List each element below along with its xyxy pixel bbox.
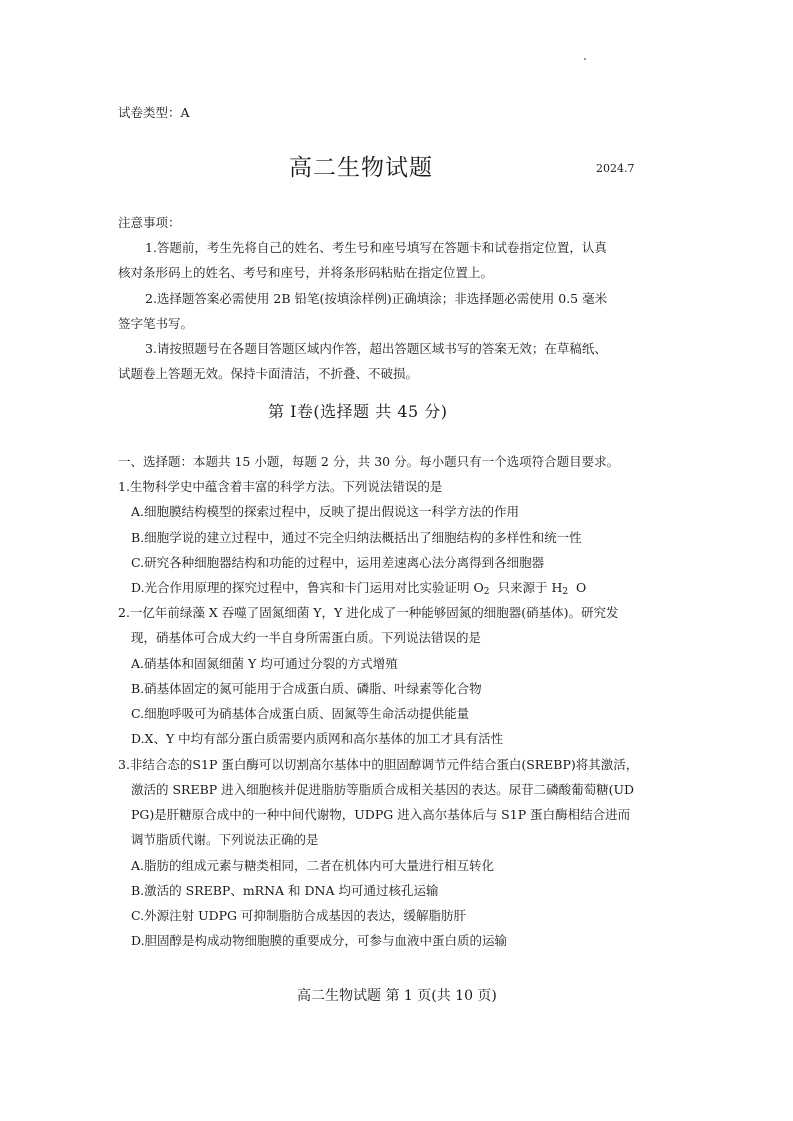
- notice-line: 2.选择题答案必需使用 2B 铅笔(按填涂样例)正确填涂；非选择题必需使用 0.5 毫米: [145, 291, 608, 306]
- option-b: B.激活的 SREBP、mRNA 和 DNA 均可通过核孔运输: [131, 883, 439, 898]
- page-footer: 高二生物试题 第 1 页(共 10 页): [297, 988, 497, 1004]
- question-stem: 现，硝基体可合成大约一半自身所需蛋白质。下列说法错误的是: [131, 630, 482, 645]
- section-title: 第 Ⅰ卷(选择题 共 45 分): [268, 402, 448, 421]
- option-a: A.脂肪的组成元素与糖类相同，二者在机体内可大量进行相互转化: [131, 858, 495, 873]
- option-d-text-end: O: [576, 580, 587, 595]
- option-b: B.硝基体固定的氮可能用于合成蛋白质、磷脂、叶绿素等化合物: [131, 681, 482, 696]
- notice-heading: 注意事项：: [118, 215, 181, 230]
- option-a: A.细胞膜结构模型的探索过程中，反映了提出假说这一科学方法的作用: [131, 504, 520, 519]
- part-intro: 一、选择题：本题共 15 小题，每题 2 分，共 30 分。每小题只有一个选项符合题目要求。: [118, 454, 620, 469]
- option-d-text: D.光合作用原理的探究过程中，鲁宾和卡门运用对比实验证明 O: [131, 580, 484, 595]
- option-c: C.研究各种细胞器结构和功能的过程中，运用差速离心法分离得到各细胞器: [131, 555, 545, 570]
- option-a: A.硝基体和固氮细菌 Y 均可通过分裂的方式增殖: [131, 656, 398, 671]
- notice-line: 试题卷上答题无效。保持卡面清洁，不折叠、不破损。: [118, 366, 419, 381]
- option-d: D.胆固醇是构成动物细胞膜的重要成分，可参与血液中蛋白质的运输: [131, 933, 508, 948]
- question-stem: 3.非结合态的S1P 蛋白酶可以切割高尔基体中的胆固醇调节元件结合蛋白(SREBP)将其激活，: [118, 757, 639, 772]
- notice-line: 核对条形码上的姓名、考号和座号，并将条形码粘贴在指定位置上。: [118, 265, 494, 280]
- scan-speck: [584, 58, 586, 60]
- subscript: 2: [562, 587, 569, 597]
- question-stem: 1.生物科学史中蕴含着丰富的科学方法。下列说法错误的是: [118, 479, 443, 494]
- option-d: D.X、Y 中均有部分蛋白质需要内质网和高尔基体的加工才具有活性: [131, 731, 504, 746]
- option-d: [131, 578, 586, 597]
- option-b: B.细胞学说的建立过程中，通过不完全归纳法概括出了细胞结构的多样性和统一性: [131, 530, 582, 545]
- page-title: 高二生物试题: [289, 155, 433, 181]
- subscript: 2: [483, 587, 490, 597]
- question-stem: 2.一亿年前绿藻 X 吞噬了固氮细菌 Y，Y 进化成了一种能够固氮的细胞器(硝基体)。研究发: [118, 605, 619, 620]
- option-c: C.外源注射 UDPG 可抑制脂肪合成基因的表达，缓解脂肪肝: [131, 908, 466, 923]
- notice-line: 1.答题前，考生先将自己的姓名、考生号和座号填写在答题卡和试卷指定位置，认真: [145, 240, 607, 255]
- question-stem: 激活的 SREBP 进入细胞核并促进脂肪等脂质合成相关基因的表达。尿苷二磷酸葡萄糖(UD: [131, 782, 635, 797]
- option-d-text-mid: 只来源于 H: [497, 580, 563, 595]
- exam-date: 2024.7: [596, 162, 635, 175]
- notice-line: 3.请按照题号在各题目答题区域内作答，超出答题区域书写的答案无效；在草稿纸、: [145, 341, 607, 356]
- question-stem: PG)是肝糖原合成中的一种中间代谢物，UDPG 进入高尔基体后与 S1P 蛋白酶相结合进而: [131, 807, 631, 822]
- option-c: C.细胞呼吸可为硝基体合成蛋白质、固氮等生命活动提供能量: [131, 706, 470, 721]
- paper-type: 试卷类型：A: [118, 105, 190, 120]
- notice-line: 签字笔书写。: [118, 316, 194, 331]
- question-stem: 调节脂质代谢。下列说法正确的是: [131, 832, 319, 847]
